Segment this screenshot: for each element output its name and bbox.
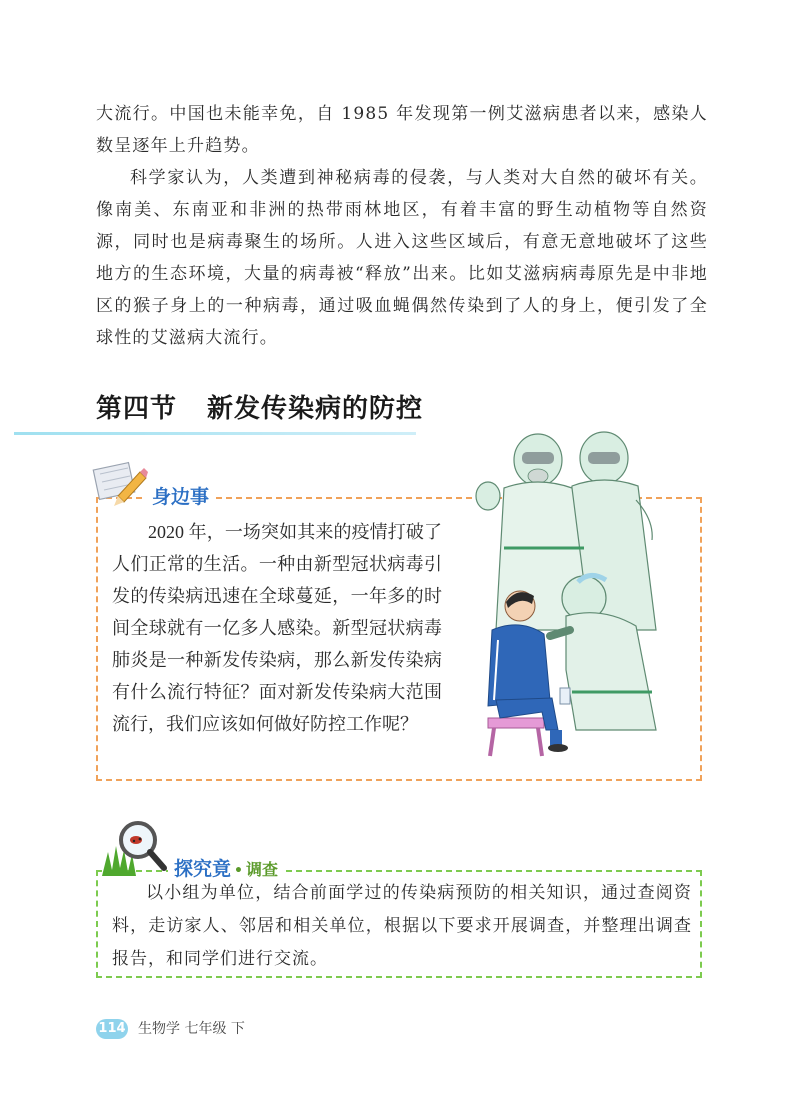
book-title: 生物学 七年级 下 (138, 1021, 245, 1037)
section-title: 新发传染病的防控 (207, 394, 424, 424)
medical-workers-swab-test-illustration (466, 430, 696, 760)
section-number: 第四节 (96, 394, 178, 424)
pencil-notepad-icon (88, 452, 150, 510)
section-heading (96, 388, 423, 425)
section-divider (14, 432, 416, 435)
shenbian-label: 身边事 (146, 482, 215, 509)
shenbian-text: 2020 年，一场突如其来的疫情打破了人们正常的生活。一种由新型冠状病毒引发的传染病迅速在全球蔓延，一年多的时间全球就有一亿多人感染。新型冠状病毒肺炎是一种新发传染病，那么新发传染病有什么流行特征？面对新发传染病大范围流行，我们应该如何做好防控工作呢？ (112, 522, 442, 734)
page-number: 114 (96, 1019, 128, 1039)
tanjiu-title: 探究竟 (174, 858, 232, 880)
intro-paragraph-2: 科学家认为，人类遭到神秘病毒的侵袭，与人类对大自然的破坏有关。像南美、东南亚和非洲的热带雨林地区，有着丰富的野生动植物等自然资源，同时也是病毒聚生的场所。人进入这些区域后，有意无意地破坏了这些地方的生态环境，大量的病毒被“释放”出来。比如艾滋病病毒原先是中非地区的猴子身上的一种病毒，通过吸血蝇偶然传染到了人的身上，便引发了全球性的艾滋病大流行。 (96, 168, 708, 348)
magnifier-grass-icon (98, 818, 170, 880)
tanjiu-subtitle: 调查 (245, 860, 278, 879)
tanjiu-text: 以小组为单位，结合前面学过的传染病预防的相关知识，通过查阅资料，走访家人、邻居和相关单位，根据以下要求开展调查，并整理出调查报告，和同学们进行交流。 (112, 883, 692, 968)
tanjiu-dot: • (234, 863, 243, 879)
intro-paragraph-1: 大流行。中国也未能幸免，自 1985 年发现第一例艾滋病患者以来，感染人数呈逐年上升趋势。 (96, 104, 708, 156)
